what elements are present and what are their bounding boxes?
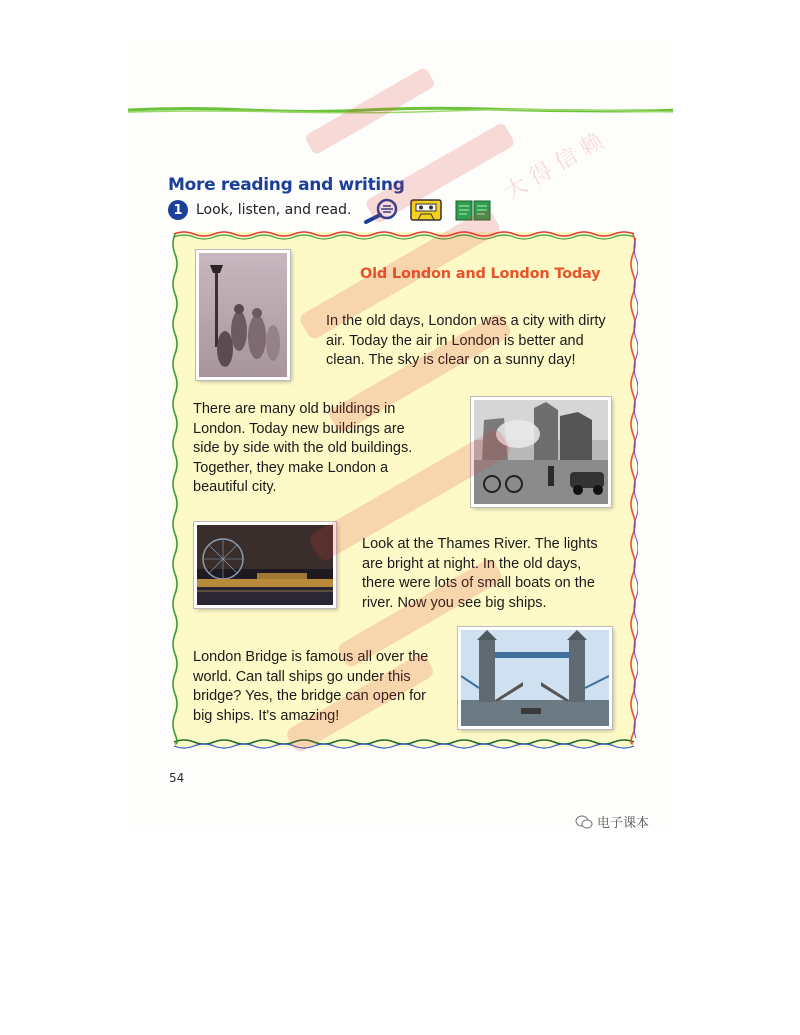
photo-old-london-smog <box>196 250 290 380</box>
source-label <box>575 812 649 831</box>
instruction-number: 1 <box>168 200 188 220</box>
wechat-icon <box>575 815 593 829</box>
paragraph-buildings: There are many old buildings in London. Today new buildings are side by side with the old buildings. Together, they make London a beautiful city. <box>193 401 413 495</box>
page-number: 54 <box>169 771 185 785</box>
story-title: Old London and London Today <box>360 266 601 282</box>
instruction-text: Look, listen, and read. <box>196 202 352 218</box>
paragraph-bridge: London Bridge is famous all over the world. Can tall ships go under this bridge? Yes, the bridge can open for big ships. It's amazing! <box>193 649 429 724</box>
paragraph-air: In the old days, London was a city with dirty air. Today the air in London is better and clean. The sky is clear on a sunny day! <box>326 313 606 368</box>
photo-thames-night <box>194 522 336 608</box>
magnifier-icon <box>362 198 402 224</box>
source-label-text: 电子课本 <box>597 816 650 831</box>
paragraph-thames: Look at the Thames River. The lights are bright at night. In the old days, there were lots of small boats on the river. Now you see big ships. <box>362 536 598 611</box>
cassette-icon <box>410 198 442 222</box>
photo-old-buildings <box>471 397 611 507</box>
instruction-row <box>168 198 351 222</box>
section-title: More reading and writing <box>168 175 405 195</box>
open-book-icon <box>455 198 491 222</box>
top-green-rule <box>128 104 673 116</box>
photo-tower-bridge <box>458 627 612 729</box>
